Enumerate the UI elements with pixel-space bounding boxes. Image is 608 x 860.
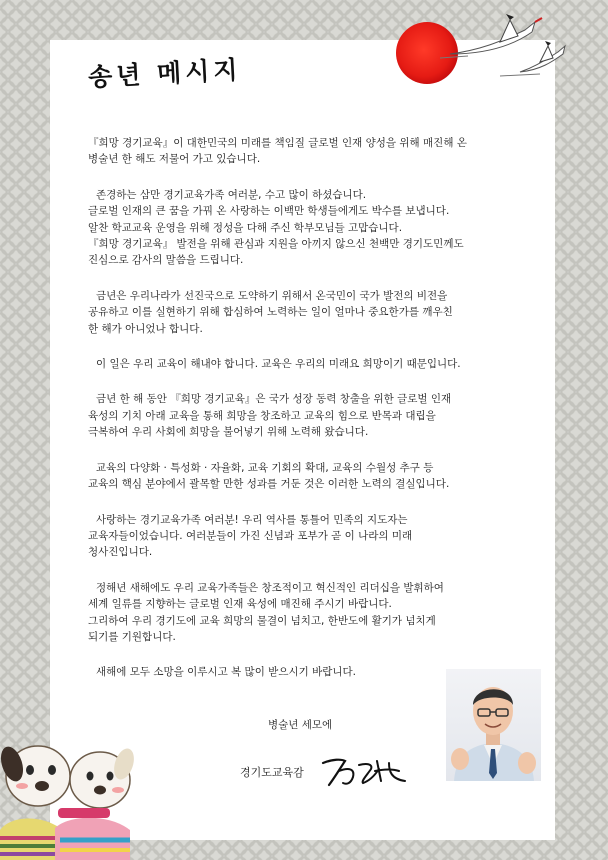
signature-icon — [319, 755, 409, 789]
signature-block — [240, 755, 409, 789]
text-line: 존경하는 삼만 경기교육가족 여러분, 수고 많이 하셨습니다. — [96, 188, 367, 201]
text-line: 금년은 우리나라가 선진국으로 도약하기 위해서 온국민이 국가 발전의 비전을 — [96, 289, 448, 302]
flying-cranes-icon — [440, 12, 570, 82]
text-line: 글로벌 인재의 큰 꿈을 가꿔 온 사랑하는 이백만 학생들에게도 박수를 보냅니다. — [88, 205, 450, 218]
signatory-organization: 경기도교육감 — [240, 766, 304, 779]
text-line: 되기를 기원합니다. — [88, 630, 176, 643]
paragraph — [88, 580, 533, 646]
text-line: 세계 일류를 지향하는 글로벌 인재 육성에 매진해 주시기 바랍니다. — [88, 598, 392, 611]
text-line: 한 해가 아니었나 합니다. — [88, 322, 203, 335]
paragraph — [88, 356, 533, 372]
text-line: 육성의 기치 아래 교육을 통해 희망을 창조하고 교육의 힘으로 반목과 대립을 — [88, 409, 436, 422]
text-line: 교육자들이었습니다. 여러분들이 가진 신념과 포부가 곧 이 나라의 미래 — [88, 529, 413, 542]
text-line: 금년 한 해 동안 『희망 경기교육』은 국가 성장 동력 창출을 위한 글로벌 인재 — [96, 393, 452, 406]
text-line: 그리하여 우리 경기도에 교육 희망의 물결이 넘치고, 한반도에 활기가 넘치게 — [88, 614, 436, 627]
text-line: 사랑하는 경기교육가족 여러분! 우리 역사를 통틀어 민족의 지도자는 — [96, 513, 408, 526]
text-line: 교육의 다양화 · 특성화 · 자율화, 교육 기회의 확대, 교육의 수월성 추구 등 — [96, 461, 434, 474]
text-line: 정해년 새해에도 우리 교육가족들은 창조적이고 혁신적인 리더십을 발휘하여 — [96, 581, 444, 594]
page-title: 송년 메시지 — [87, 55, 243, 92]
text-line: 극복하여 우리 사회에 희망을 불어넣기 위해 노력해 왔습니다. — [88, 426, 369, 439]
text-line: 교육의 핵심 분야에서 괄목할 만한 성과를 거둔 것은 이러한 노력의 결실입니다. — [88, 478, 450, 491]
letter-body — [88, 135, 533, 700]
portrait-photo — [446, 669, 541, 781]
paragraph — [88, 391, 533, 440]
closing-date: 병술년 세모에 — [268, 719, 333, 731]
text-line: 진심으로 감사의 말씀을 드립니다. — [88, 254, 244, 267]
text-line: 이 일은 우리 교육이 해내야 합니다. 교육은 우리의 미래요 희망이기 때문입니다. — [96, 358, 461, 371]
paragraph — [88, 135, 533, 168]
paragraph — [88, 512, 533, 561]
text-line: 새해에 모두 소망을 이루시고 복 많이 받으시기 바랍니다. — [96, 666, 356, 679]
paragraph — [88, 460, 533, 493]
text-line: 『희망 경기교육』이 대한민국의 미래를 책임질 글로벌 인재 양성을 위해 매진해 온 — [88, 137, 467, 149]
cartoon-dogs-illustration — [0, 720, 135, 860]
paragraph — [88, 288, 533, 337]
text-line: 청사진입니다. — [88, 546, 153, 559]
text-line: 『희망 경기교육』 발전을 위해 관심과 지원을 아끼지 않으신 천백만 경기도민께도 — [88, 238, 464, 251]
text-line: 공유하고 이를 실현하기 위해 합심하여 노력하는 일이 얼마나 중요한가를 깨우친 — [88, 306, 453, 319]
text-line: 병술년 한 해도 저물어 가고 있습니다. — [88, 153, 261, 166]
paragraph — [88, 187, 533, 269]
text-line: 알찬 학교교육 운영을 위해 정성을 다해 주신 학부모님들 고맙습니다. — [88, 221, 403, 234]
